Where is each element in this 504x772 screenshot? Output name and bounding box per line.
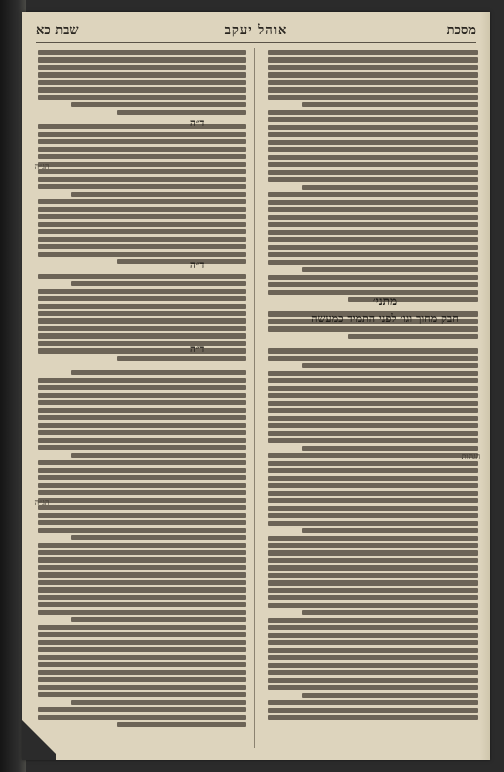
text-line bbox=[268, 215, 478, 220]
paragraph-gap bbox=[268, 341, 478, 348]
text-line bbox=[268, 521, 478, 526]
text-line bbox=[71, 700, 246, 705]
text-line bbox=[38, 214, 246, 219]
text-line bbox=[268, 170, 478, 175]
text-line bbox=[38, 311, 246, 316]
header-folio: שבת כא bbox=[36, 23, 79, 38]
text-line bbox=[38, 222, 246, 227]
text-line bbox=[268, 192, 478, 197]
text-line bbox=[268, 245, 478, 250]
text-line bbox=[38, 57, 246, 62]
text-line bbox=[268, 431, 478, 436]
text-line bbox=[38, 632, 246, 637]
text-line bbox=[38, 438, 246, 443]
text-line bbox=[38, 715, 246, 720]
text-line bbox=[268, 476, 478, 481]
text-line bbox=[38, 468, 246, 473]
text-line bbox=[268, 715, 478, 720]
text-line bbox=[268, 393, 478, 398]
text-line bbox=[38, 550, 246, 555]
text-line bbox=[38, 415, 246, 420]
text-line bbox=[38, 483, 246, 488]
text-line bbox=[268, 326, 478, 331]
text-line bbox=[268, 618, 478, 623]
text-line bbox=[38, 400, 246, 405]
commentary-lemma: ד״ה bbox=[190, 118, 205, 129]
text-line bbox=[71, 281, 246, 286]
text-line bbox=[38, 132, 246, 137]
text-line bbox=[268, 468, 478, 473]
text-line bbox=[268, 162, 478, 167]
text-line bbox=[38, 565, 246, 570]
text-line bbox=[268, 640, 478, 645]
text-line bbox=[38, 274, 246, 279]
text-line bbox=[268, 416, 478, 421]
text-line bbox=[268, 275, 478, 280]
text-line bbox=[38, 662, 246, 667]
text-line bbox=[268, 625, 478, 630]
text-line bbox=[38, 587, 246, 592]
text-line bbox=[268, 87, 478, 92]
text-line bbox=[268, 252, 478, 257]
text-line bbox=[38, 147, 246, 152]
text-line bbox=[268, 110, 478, 115]
text-line bbox=[268, 708, 478, 713]
text-line bbox=[268, 663, 478, 668]
text-line bbox=[38, 296, 246, 301]
text-line bbox=[117, 110, 246, 115]
text-line bbox=[38, 177, 246, 182]
text-line bbox=[38, 237, 246, 242]
text-line bbox=[38, 557, 246, 562]
header-tractate: מסכת bbox=[446, 23, 476, 38]
text-line bbox=[302, 446, 478, 451]
text-line bbox=[38, 72, 246, 77]
text-line bbox=[268, 506, 478, 511]
text-line bbox=[38, 385, 246, 390]
text-line bbox=[38, 333, 246, 338]
text-line bbox=[38, 423, 246, 428]
text-line bbox=[268, 536, 478, 541]
text-line bbox=[38, 602, 246, 607]
text-line bbox=[38, 65, 246, 70]
text-line bbox=[38, 640, 246, 645]
text-line bbox=[117, 722, 246, 727]
text-line bbox=[38, 677, 246, 682]
text-line bbox=[268, 177, 478, 182]
text-line bbox=[268, 356, 478, 361]
text-line bbox=[38, 505, 246, 510]
text-line bbox=[38, 124, 246, 129]
text-line bbox=[268, 573, 478, 578]
text-line bbox=[302, 363, 478, 368]
text-line bbox=[38, 95, 246, 100]
text-line bbox=[268, 603, 478, 608]
text-line bbox=[38, 229, 246, 234]
text-line bbox=[38, 289, 246, 294]
text-line bbox=[268, 588, 478, 593]
text-line bbox=[38, 655, 246, 660]
paragraph-gap bbox=[38, 267, 246, 274]
text-line bbox=[268, 260, 478, 265]
text-line bbox=[38, 50, 246, 55]
text-line bbox=[38, 348, 246, 353]
text-line bbox=[268, 80, 478, 85]
text-line bbox=[302, 528, 478, 533]
text-line bbox=[268, 72, 478, 77]
text-line bbox=[268, 595, 478, 600]
text-line bbox=[268, 678, 478, 683]
text-line bbox=[302, 267, 478, 272]
text-line bbox=[268, 685, 478, 690]
commentary-lemma: ד״ה bbox=[190, 260, 205, 271]
text-line bbox=[38, 625, 246, 630]
text-line bbox=[268, 237, 478, 242]
text-line bbox=[38, 595, 246, 600]
text-line bbox=[38, 154, 246, 159]
text-line bbox=[268, 453, 478, 458]
text-line bbox=[302, 185, 478, 190]
text-line bbox=[71, 453, 246, 458]
text-line bbox=[38, 445, 246, 450]
text-line bbox=[38, 610, 246, 615]
text-line bbox=[38, 318, 246, 323]
text-line bbox=[38, 87, 246, 92]
text-line bbox=[268, 550, 478, 555]
text-line bbox=[268, 222, 478, 227]
commentary-lemma: ד״ה bbox=[190, 344, 205, 355]
text-line bbox=[268, 117, 478, 122]
text-line bbox=[38, 490, 246, 495]
text-line bbox=[268, 423, 478, 428]
running-header bbox=[36, 22, 476, 42]
text-line bbox=[38, 513, 246, 518]
text-line bbox=[268, 491, 478, 496]
margin-note: הגהות bbox=[461, 452, 481, 461]
text-line bbox=[38, 341, 246, 346]
text-line bbox=[38, 475, 246, 480]
text-line bbox=[268, 543, 478, 548]
text-line bbox=[268, 700, 478, 705]
text-line bbox=[38, 207, 246, 212]
text-line bbox=[38, 580, 246, 585]
paragraph-gap bbox=[38, 117, 246, 124]
text-line bbox=[38, 543, 246, 548]
paragraph-gap bbox=[38, 363, 246, 370]
text-line bbox=[38, 408, 246, 413]
text-line bbox=[38, 393, 246, 398]
text-line bbox=[268, 50, 478, 55]
header-title: אוהל יעקב bbox=[224, 23, 288, 38]
column-divider bbox=[254, 48, 255, 748]
text-line bbox=[268, 125, 478, 130]
text-line bbox=[302, 693, 478, 698]
text-line bbox=[268, 558, 478, 563]
text-line bbox=[268, 155, 478, 160]
text-line bbox=[268, 348, 478, 353]
text-line bbox=[268, 408, 478, 413]
text-line bbox=[71, 192, 246, 197]
text-line bbox=[268, 580, 478, 585]
torn-page-corner bbox=[22, 706, 56, 760]
text-line bbox=[38, 304, 246, 309]
text-line bbox=[268, 386, 478, 391]
header-rule bbox=[36, 42, 476, 43]
text-line bbox=[268, 378, 478, 383]
text-line bbox=[38, 199, 246, 204]
left-column-text bbox=[38, 50, 246, 750]
text-line bbox=[117, 356, 246, 361]
main-text-title: מתני׳ bbox=[372, 294, 398, 308]
text-line bbox=[348, 334, 478, 339]
text-line bbox=[268, 95, 478, 100]
text-line bbox=[38, 692, 246, 697]
text-line bbox=[268, 655, 478, 660]
text-line bbox=[38, 647, 246, 652]
text-line bbox=[302, 610, 478, 615]
text-line bbox=[38, 139, 246, 144]
text-line bbox=[268, 648, 478, 653]
text-line bbox=[268, 207, 478, 212]
text-line bbox=[71, 102, 246, 107]
right-column-text bbox=[268, 50, 478, 750]
text-line bbox=[38, 670, 246, 675]
text-line bbox=[38, 498, 246, 503]
text-line bbox=[117, 259, 246, 264]
text-line bbox=[268, 230, 478, 235]
text-line bbox=[268, 461, 478, 466]
text-line bbox=[38, 528, 246, 533]
text-line bbox=[38, 707, 246, 712]
text-line bbox=[38, 572, 246, 577]
main-text-body: חבק מחוך וגו׳ לפני התמיד כמעשה bbox=[311, 312, 459, 325]
text-line bbox=[71, 617, 246, 622]
text-line bbox=[268, 565, 478, 570]
text-line bbox=[268, 401, 478, 406]
text-line bbox=[268, 483, 478, 488]
margin-note: הג״ה bbox=[34, 498, 50, 507]
text-line bbox=[38, 685, 246, 690]
text-line bbox=[268, 670, 478, 675]
text-line bbox=[268, 633, 478, 638]
text-line bbox=[268, 371, 478, 376]
text-line bbox=[38, 80, 246, 85]
text-line bbox=[71, 370, 246, 375]
text-line bbox=[38, 430, 246, 435]
book-page bbox=[22, 12, 490, 760]
text-line bbox=[302, 102, 478, 107]
text-line bbox=[38, 460, 246, 465]
text-line bbox=[268, 147, 478, 152]
text-line bbox=[38, 520, 246, 525]
text-line bbox=[38, 184, 246, 189]
text-line bbox=[268, 57, 478, 62]
text-line bbox=[38, 244, 246, 249]
text-line bbox=[38, 326, 246, 331]
text-line bbox=[38, 162, 246, 167]
text-line bbox=[268, 200, 478, 205]
text-line bbox=[38, 252, 246, 257]
margin-note: הג״ה bbox=[34, 162, 50, 171]
text-line bbox=[268, 282, 478, 287]
text-line bbox=[71, 535, 246, 540]
text-line bbox=[268, 65, 478, 70]
page-edge bbox=[480, 12, 490, 760]
text-line bbox=[268, 140, 478, 145]
text-line bbox=[268, 498, 478, 503]
text-line bbox=[268, 513, 478, 518]
main-text-block bbox=[288, 294, 482, 326]
text-line bbox=[38, 378, 246, 383]
text-line bbox=[38, 169, 246, 174]
text-line bbox=[268, 438, 478, 443]
text-line bbox=[268, 132, 478, 137]
